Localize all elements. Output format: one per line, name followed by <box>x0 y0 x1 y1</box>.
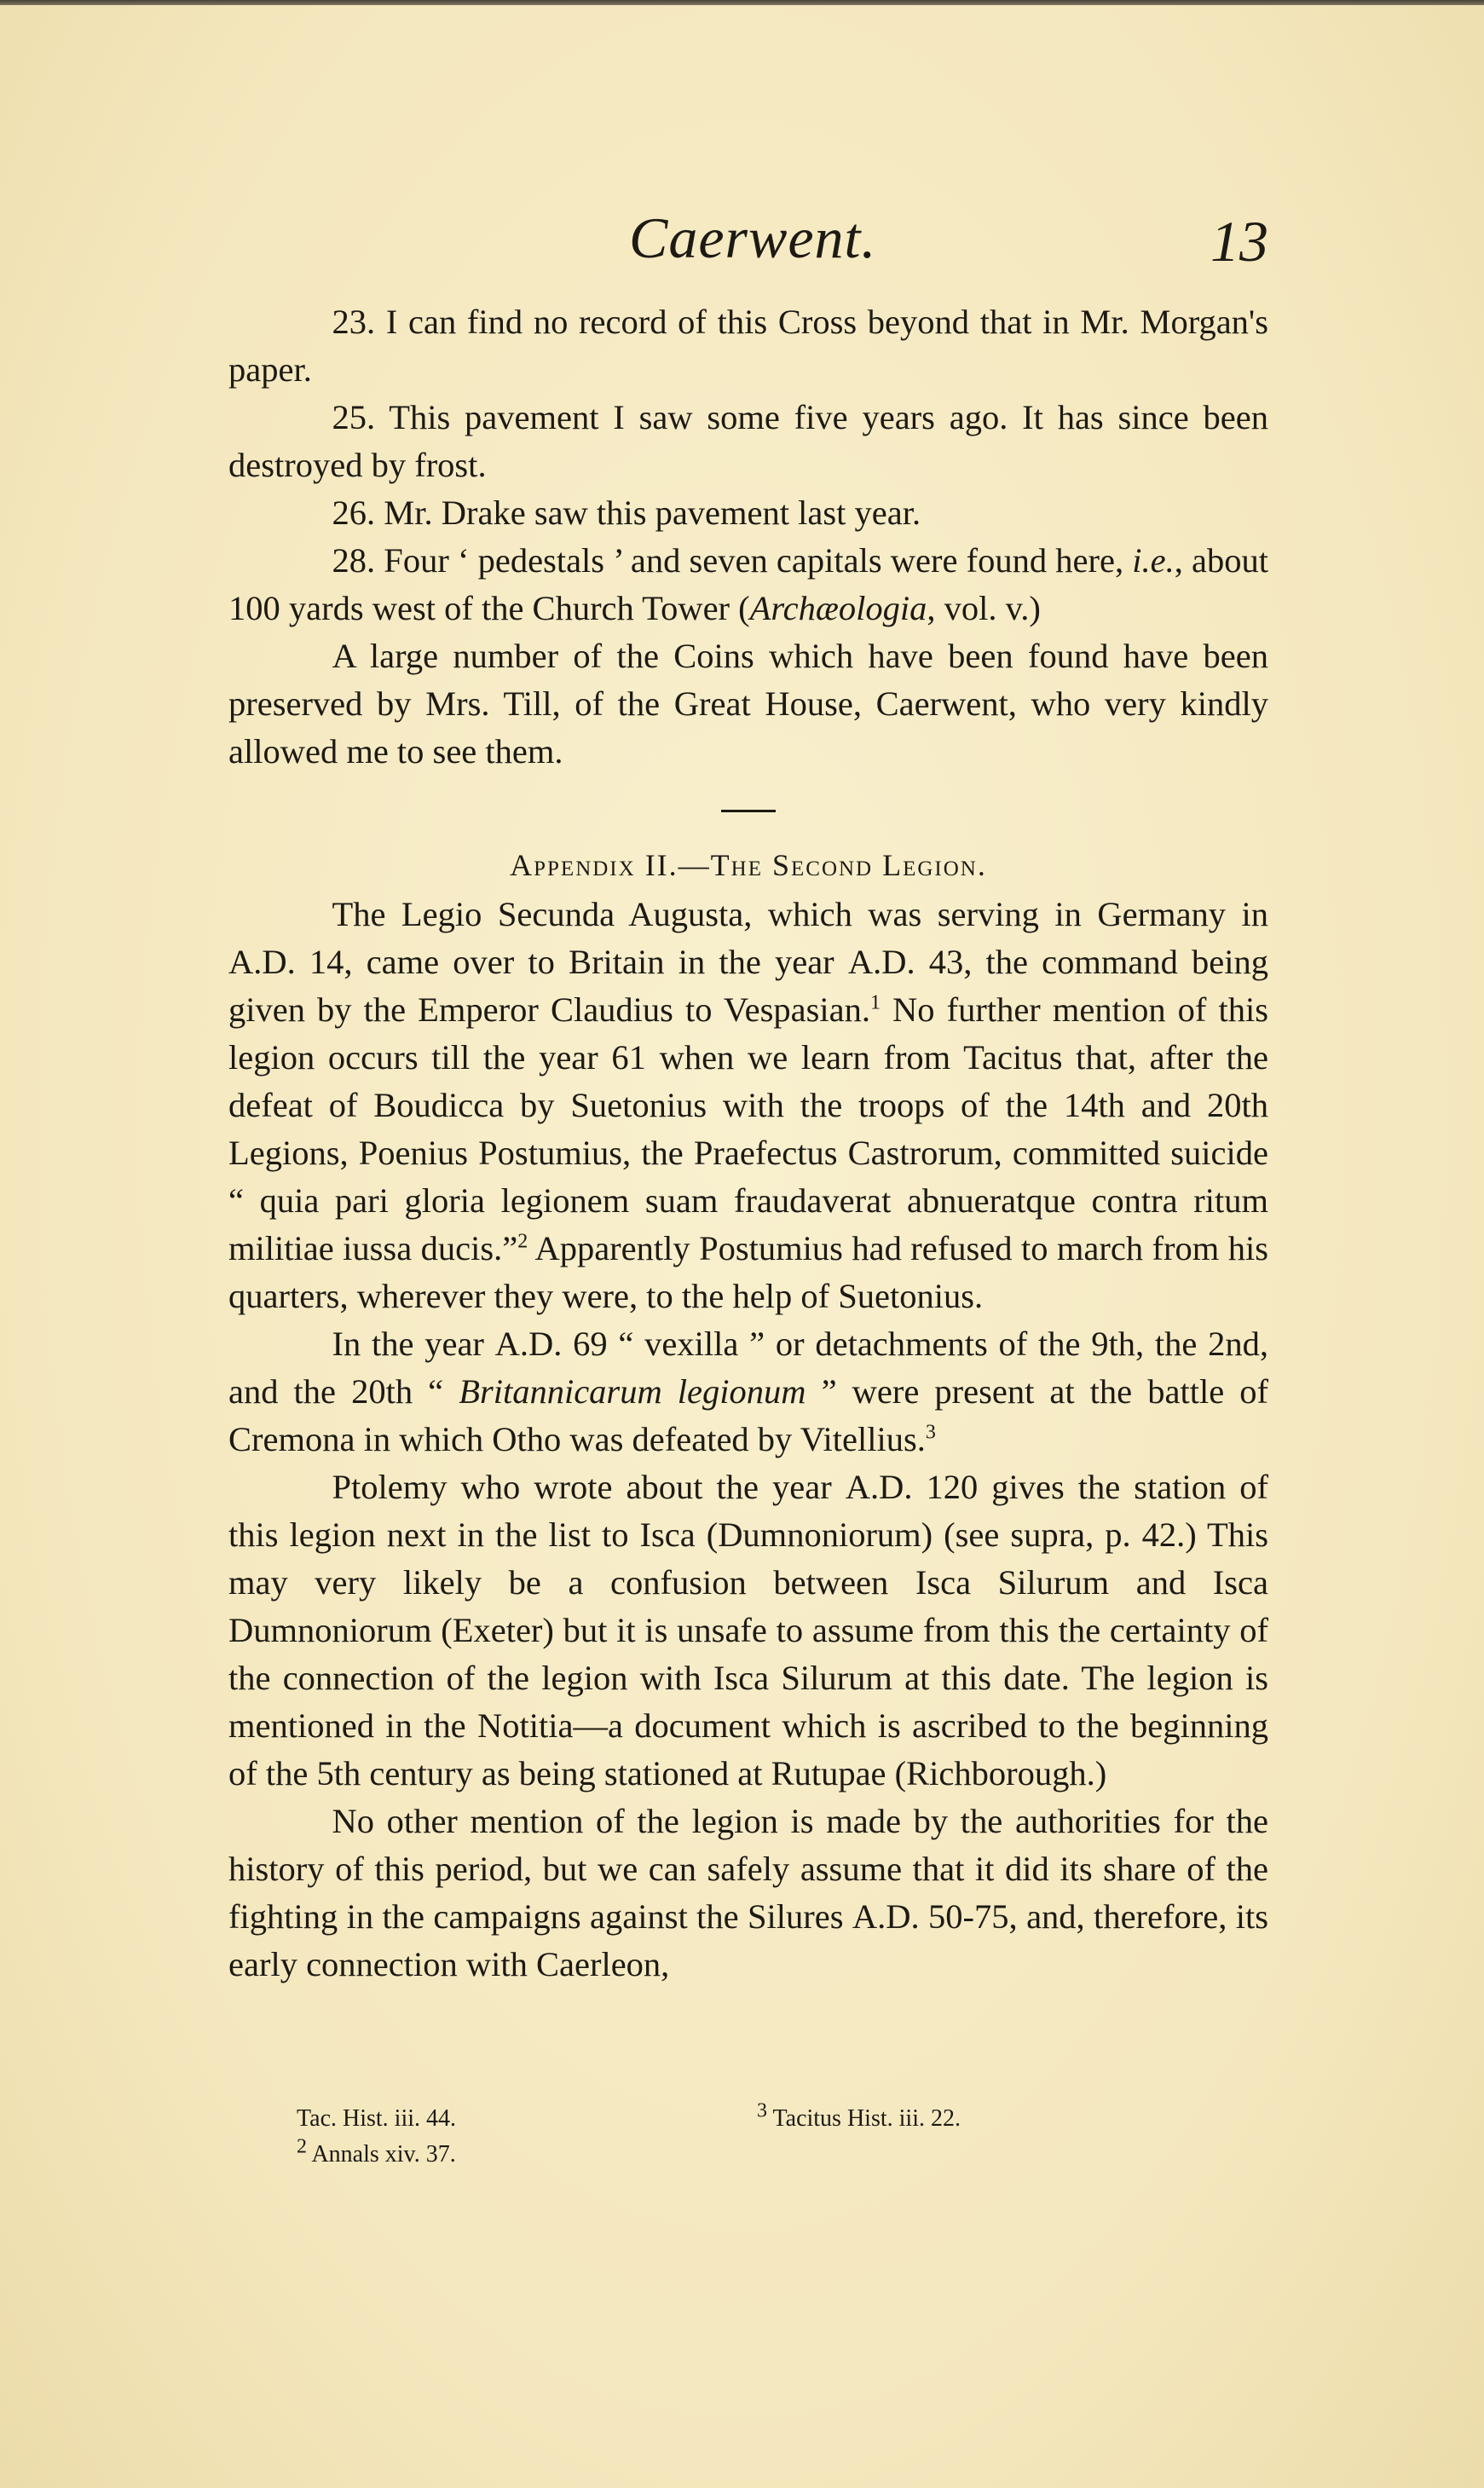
p1-a: The Legio Secunda Augusta, which was serving in Germany in <box>332 895 1268 933</box>
note-28 <box>228 537 1268 632</box>
legion-paragraph-2 <box>228 1320 1268 1463</box>
footnotes <box>228 2101 1268 2173</box>
footnote-ref-1: 1 <box>869 991 881 1014</box>
p4-b: 50-75, and, therefore, its early connection with Caerleon, <box>228 1897 1268 1983</box>
footnote-2-number: 2 <box>297 2135 307 2158</box>
note-25: 25. This pavement I saw some five years ago. It has since been destroyed by frost. <box>228 398 1268 484</box>
legion-paragraph-3 <box>228 1463 1268 1798</box>
p2-b: 69 “ vexilla ” or detachments of the 9th, the 2nd, and the 20th “ <box>228 1325 1268 1411</box>
footnote-2-text: Annals xiv. 37. <box>307 2141 456 2168</box>
p2-c: ” were present at the battle of Cremona in which Otho was defeated by Vitellius. <box>228 1372 1268 1458</box>
legion-paragraph-4 <box>228 1798 1268 1989</box>
page-number: 13 <box>1210 209 1268 274</box>
p1-d: No further mention of this legion occurs till the year 61 when we learn from Tacitus that, after the defeat of Boudicca by Suetonius with the troops of the 14th and 20th Legions, Poenius Postumius, the Praefectus Castrorum, committed suicide “ quia pari gloria legionem suam fraudaverat abnueratque contra ritum militiae iussa ducis.” <box>228 990 1268 1267</box>
p1-c: 43, the command being given by the Emperor Claudius to Vespasian. <box>228 943 1268 1029</box>
footnote-1: Tac. Hist. iii. 44. <box>297 2105 457 2132</box>
page-header <box>228 205 1268 286</box>
footnote-3-number: 3 <box>757 2099 767 2122</box>
p3-a: Ptolemy who wrote about the year <box>332 1468 846 1506</box>
p3-b: 120 gives the station of this legion next in the list to Isca (Dumnoniorum) (see supra, p. 42.) This may very likely be a confusion between Isca Silurum and Isca Dumnoniorum (Exeter) but it is unsafe to assume from this the certainty of the connection of the legion with Isca Silurum at this date. The legion is mentioned in the Notitia—a document which is ascribed to the beginning of the 5th century as being stationed at Rutupae (Richborough.) <box>228 1468 1268 1792</box>
footnote-2 <box>228 2137 740 2173</box>
p3-ad: A.D. <box>845 1468 913 1506</box>
footnote-ref-2: 2 <box>517 1230 528 1253</box>
p2-ad: A.D. <box>494 1325 563 1363</box>
footnote-3 <box>740 2101 1268 2137</box>
note-28-text-b: , about 100 yards west of the Church Tower ( <box>228 541 1268 627</box>
note-28-archaeologia: Archæologia <box>749 589 927 627</box>
p1-ad-2: A.D. <box>847 943 915 981</box>
footnote-row-2 <box>228 2137 1268 2173</box>
note-26: 26. Mr. Drake saw this pavement last year. <box>332 494 921 532</box>
p4-a: No other mention of the legion is made by the authorities for the history of this period, but we can safely assume that it did its share of the fighting in the campaigns against the Silures <box>228 1802 1268 1936</box>
footnote-row-1 <box>228 2101 1268 2137</box>
note-23: 23. I can find no record of this Cross beyond that in Mr. Morgan's paper. <box>228 303 1268 389</box>
footnote-ref-3: 3 <box>925 1421 936 1444</box>
p2-italic: Britannicarum legionum <box>459 1372 806 1411</box>
p4-ad: A.D. <box>852 1897 920 1936</box>
coins-paragraph: A large number of the Coins which have been found have been preserved by Mrs. Till, of the Great House, Caerwent, who very kindly allowed me to see them. <box>228 637 1268 771</box>
note-28-text-c: , vol. v.) <box>927 589 1041 627</box>
appendix-title: Appendix II.—The Second Legion. <box>510 848 987 882</box>
note-28-text-a: 28. Four ‘ pedestals ’ and seven capitals were found here, <box>332 541 1133 580</box>
p2-a: In the year <box>332 1325 495 1363</box>
p1-e: Apparently Postumius had refused to march from his quarters, wherever they were, to the help of Suetonius. <box>228 1229 1268 1315</box>
p1-ad-1: A.D. <box>228 943 296 981</box>
p1-b: 14, came over to Britain in the year <box>295 943 848 981</box>
running-head: Caerwent. <box>629 205 877 270</box>
section-divider <box>721 810 776 812</box>
note-28-ie: i.e. <box>1132 541 1175 580</box>
legion-paragraph-1 <box>228 891 1268 1320</box>
page-body <box>228 298 1268 1989</box>
top-edge-rule <box>0 0 1484 5</box>
footnote-3-text: Tacitus Hist. iii. 22. <box>767 2105 961 2132</box>
